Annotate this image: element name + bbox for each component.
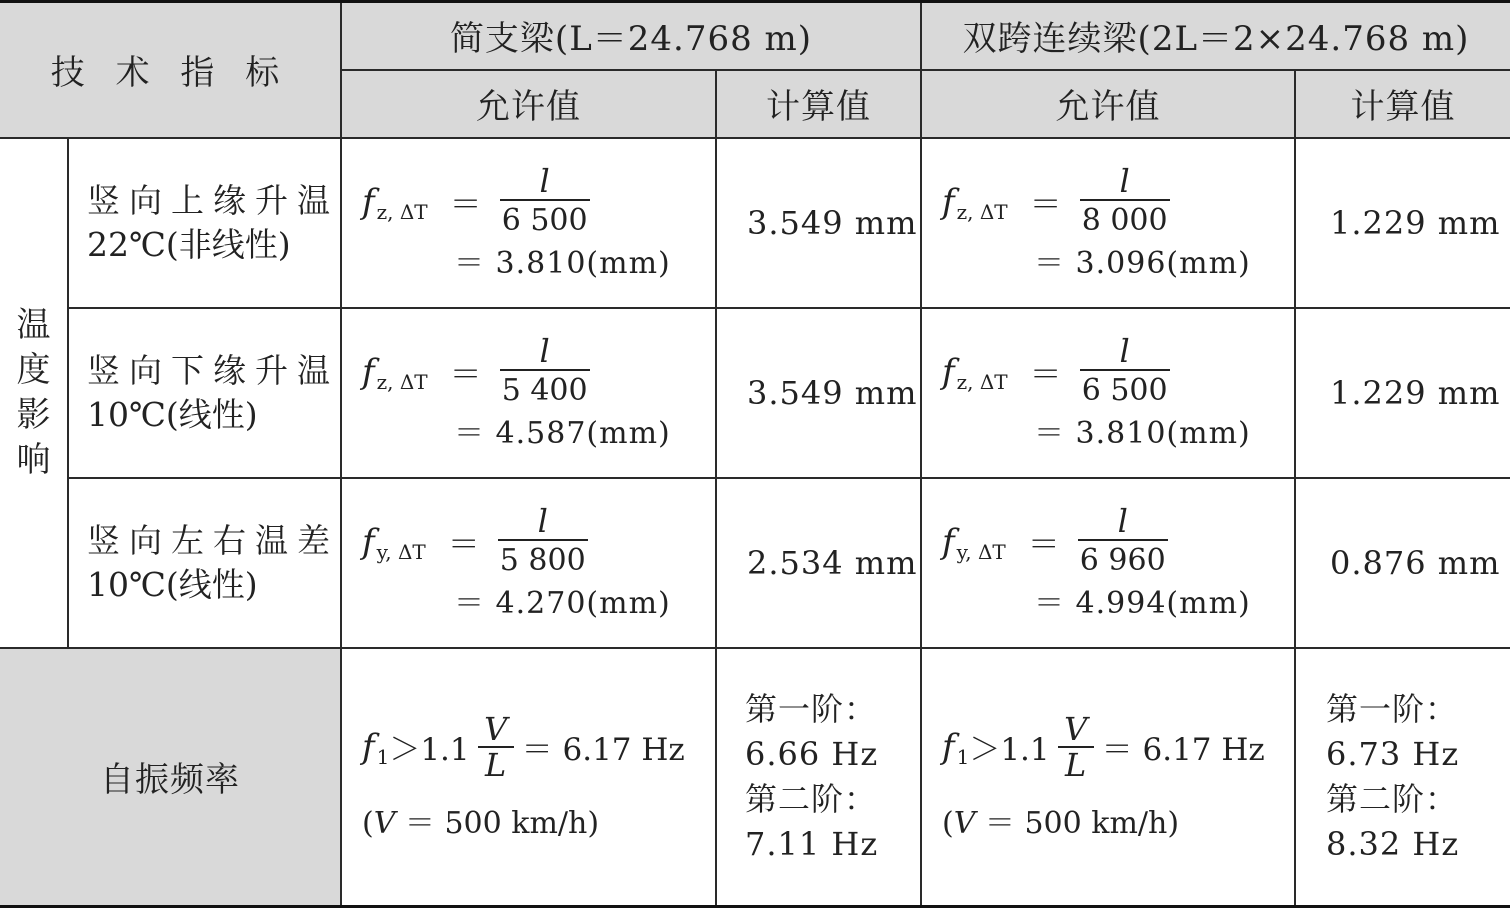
formula-fraction [1080, 333, 1170, 411]
fraction-numerator: l [1119, 331, 1130, 370]
simple-calculated-value: 3.549 mm [716, 308, 921, 478]
mode1-label: 第一阶： [1326, 689, 1459, 728]
item-line1: 竖向下缘升温 [87, 350, 339, 390]
formula-fraction [500, 163, 590, 241]
header-simple-calculated: 计算值 [716, 70, 921, 138]
header-continuous-beam: 双跨连续梁(2L＝2×24.768 m) [921, 2, 1510, 70]
formula-fraction [1056, 709, 1096, 784]
fraction-denominator: 6 500 [1081, 372, 1168, 408]
mode2-label: 第二阶： [745, 779, 878, 818]
formula-subscript: 1 [956, 744, 970, 769]
header-cont-calculated: 计算值 [1295, 70, 1510, 138]
fraction-numerator: V [1064, 709, 1088, 748]
speed-condition: (V ＝ 500 km/h) [942, 805, 1180, 841]
simple-calculated-value: 3.549 mm [716, 138, 921, 308]
cont-allowable-formula: f y, ΔT ＝ $\frac{l}{6 960}$ ＝ 4.994(mm) [921, 478, 1295, 648]
item-cell [68, 308, 341, 478]
formula-symbol: f [362, 521, 375, 562]
mode2-value: 7.11 Hz [745, 824, 879, 863]
item-line2: 10℃(线性) [87, 394, 258, 434]
formula-symbol: f [362, 351, 375, 392]
item-cell [68, 138, 341, 308]
fraction-denominator: 5 800 [499, 542, 586, 578]
cont-allowable-formula: f z, ΔT ＝ $\frac{l}{8 000}$ ＝ 3.096(mm) [921, 138, 1295, 308]
formula-symbol: f [942, 726, 955, 767]
formula-result: ＝ 4.994(mm) [1034, 585, 1251, 621]
formula-fraction [498, 503, 588, 581]
header-tech-index: 技 术 指 标 [0, 2, 341, 138]
formula-subscript: z, ΔT [956, 369, 1008, 394]
formula-tail: ＝ 6.17 Hz [1101, 732, 1265, 769]
mode2-label: 第二阶： [1326, 779, 1459, 818]
formula-result: ＝ 4.587(mm) [454, 415, 671, 451]
item-line2: 22℃(非线性) [87, 224, 291, 264]
table-row [0, 138, 1510, 308]
header-cont-allowable: 允许值 [921, 70, 1295, 138]
simple-frequency-formula [341, 648, 716, 907]
fraction-numerator: l [539, 161, 550, 200]
mode1-value: 6.73 Hz [1326, 734, 1460, 773]
item-line2: 10℃(线性) [87, 564, 258, 604]
item-line1: 竖向上缘升温 [87, 180, 339, 220]
mode1-value: 6.66 Hz [745, 734, 879, 773]
fraction-denominator: 6 500 [501, 202, 588, 238]
fraction-denominator: 5 400 [501, 372, 588, 408]
formula-result: ＝ 3.096(mm) [1034, 245, 1251, 281]
table-row [0, 478, 1510, 648]
item-line1: 竖向左右温差 [87, 520, 339, 560]
formula-lead: ＞1.1 [969, 732, 1050, 769]
table-row [0, 308, 1510, 478]
formula-subscript: y, ΔT [376, 539, 426, 564]
table-row [0, 648, 1510, 907]
fraction-denominator: L [485, 745, 507, 784]
formula-result: ＝ 3.810(mm) [454, 245, 671, 281]
fraction-numerator: l [539, 331, 550, 370]
formula-result: ＝ 3.810(mm) [1034, 415, 1251, 451]
cont-calculated-value: 0.876 mm [1295, 478, 1510, 648]
formula-subscript: 1 [376, 744, 390, 769]
simple-allowable-formula: f z, ΔT ＝ $\frac{l}{6 500}$ ＝ 3.810(mm) [341, 138, 716, 308]
formula-fraction [1078, 503, 1168, 581]
fraction-numerator: l [537, 501, 548, 540]
formula-symbol: f [942, 521, 955, 562]
simple-calculated-value: 2.534 mm [716, 478, 921, 648]
cont-allowable-formula: f z, ΔT ＝ $\frac{l}{6 500}$ ＝ 3.810(mm) [921, 308, 1295, 478]
formula-subscript: z, ΔT [376, 199, 428, 224]
fraction-denominator: L [1065, 745, 1087, 784]
mode2-value: 8.32 Hz [1326, 824, 1460, 863]
temperature-group-cell [0, 138, 68, 648]
header-simple-allowable: 允许值 [341, 70, 716, 138]
fraction-numerator: l [1117, 501, 1128, 540]
formula-result: ＝ 4.270(mm) [454, 585, 671, 621]
formula-fraction [500, 333, 590, 411]
fraction-denominator: 6 960 [1079, 542, 1166, 578]
mode1-label: 第一阶： [745, 689, 878, 728]
simple-allowable-formula: f z, ΔT ＝ $\frac{l}{5 400}$ ＝ 4.587(mm) [341, 308, 716, 478]
simple-allowable-formula: f y, ΔT ＝ $\frac{l}{5 800}$ ＝ 4.270(mm) [341, 478, 716, 648]
formula-tail: ＝ 6.17 Hz [521, 732, 685, 769]
formula-fraction [1080, 163, 1170, 241]
cont-calculated-value: 1.229 mm [1295, 308, 1510, 478]
formula-symbol: f [362, 181, 375, 222]
natural-frequency-label: 自振频率 [0, 648, 341, 907]
cont-frequency-modes [1295, 648, 1510, 907]
fraction-denominator: 8 000 [1081, 202, 1168, 238]
temperature-group-label: 温度影响 [16, 304, 51, 480]
simple-frequency-modes [716, 648, 921, 907]
cont-frequency-formula [921, 648, 1295, 907]
formula-fraction [476, 709, 516, 784]
formula-symbol: f [362, 726, 375, 767]
formula-symbol: f [942, 351, 955, 392]
fraction-numerator: V [484, 709, 508, 748]
formula-subscript: z, ΔT [956, 199, 1008, 224]
header-simple-beam: 简支梁(L＝24.768 m) [341, 2, 921, 70]
formula-subscript: z, ΔT [376, 369, 428, 394]
item-cell [68, 478, 341, 648]
fraction-numerator: l [1119, 161, 1130, 200]
cont-calculated-value: 1.229 mm [1295, 138, 1510, 308]
speed-condition: (V ＝ 500 km/h) [362, 805, 600, 841]
formula-subscript: y, ΔT [956, 539, 1006, 564]
formula-lead: ＞1.1 [389, 732, 470, 769]
formula-symbol: f [942, 181, 955, 222]
